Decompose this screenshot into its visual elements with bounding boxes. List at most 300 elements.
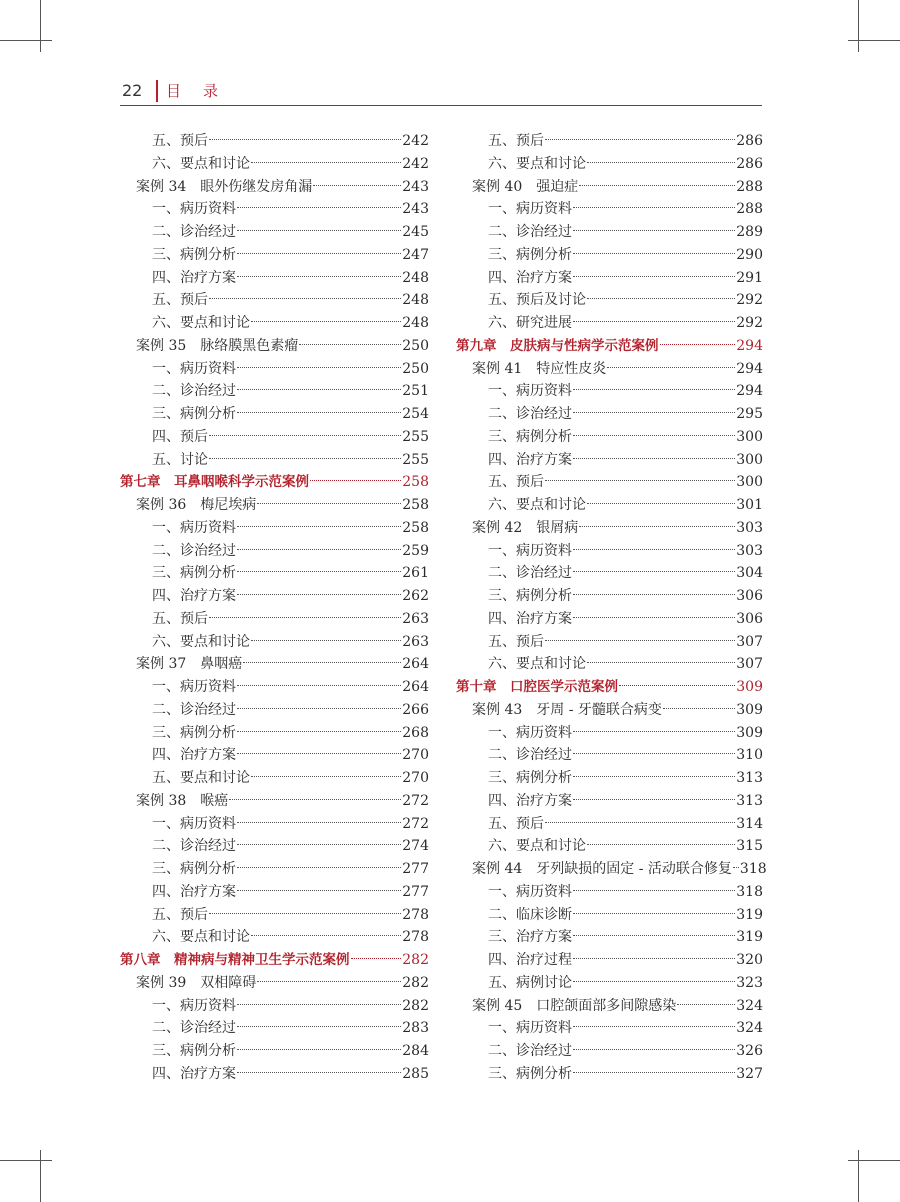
- toc-entry-title: 三、病例分析: [488, 246, 572, 263]
- dot-leader: [733, 867, 739, 868]
- toc-entry-title: 二、诊治经过: [488, 224, 572, 240]
- toc-entry-page: 290: [736, 246, 763, 263]
- toc-entry-title: 案例 43 牙周 - 牙髓联合病变: [472, 701, 662, 718]
- dot-leader: [573, 1026, 735, 1027]
- dot-leader: [237, 708, 401, 709]
- dot-leader: [587, 298, 735, 299]
- toc-entry-title: 五、预后: [152, 133, 208, 149]
- toc-entry-title: 三、病例分析: [488, 588, 572, 604]
- dot-leader: [237, 1049, 401, 1050]
- toc-entry-section[interactable]: [456, 926, 763, 949]
- dot-leader: [545, 822, 735, 823]
- toc-entry-title: 六、要点和讨论: [152, 633, 250, 650]
- toc-entry-page: 282: [402, 974, 429, 991]
- toc-entry-title: 第十章 口腔医学示范案例: [456, 679, 618, 695]
- toc-entry-page: 243: [402, 201, 429, 218]
- toc-entry-page: 264: [402, 656, 429, 673]
- dot-leader: [299, 344, 401, 345]
- toc-entry-title: 案例 38 喉癌: [136, 792, 229, 809]
- toc-entry-title: 二、诊治经过: [152, 701, 236, 718]
- toc-entry-title: 二、诊治经过: [152, 383, 236, 400]
- toc-entry-page: 309: [736, 679, 763, 695]
- toc-entry-title: 五、要点和讨论: [152, 770, 250, 786]
- toc-entry-section[interactable]: [456, 881, 763, 904]
- toc-entry-section[interactable]: [120, 380, 429, 403]
- toc-entry-section[interactable]: [120, 744, 429, 767]
- toc-entry-section[interactable]: [120, 267, 429, 290]
- dot-leader: [251, 640, 401, 641]
- toc-entry-section[interactable]: [120, 312, 429, 335]
- crop-mark-br-h: [848, 1160, 900, 1161]
- toc-entry-title: 二、诊治经过: [152, 224, 236, 240]
- toc-entry-title: 六、要点和讨论: [152, 929, 250, 946]
- toc-entry-page: 248: [402, 269, 429, 286]
- toc-entry-section[interactable]: [456, 267, 763, 290]
- toc-entry-section[interactable]: [456, 767, 763, 790]
- toc-entry-case[interactable]: [120, 176, 429, 199]
- toc-entry-page: 282: [402, 997, 429, 1014]
- toc-entry-page: 307: [736, 656, 763, 673]
- toc-entry-title: 一、病历资料: [488, 1020, 572, 1037]
- toc-entry-title: 六、要点和讨论: [488, 155, 586, 172]
- toc-entry-title: 案例 41 特应性皮炎: [472, 360, 607, 377]
- toc-entry-section[interactable]: [120, 881, 429, 904]
- toc-entry-title: 六、要点和讨论: [152, 155, 250, 172]
- toc-entry-title: 三、病例分析: [152, 565, 236, 582]
- toc-entry-page: 288: [736, 201, 763, 218]
- toc-entry-section[interactable]: [456, 562, 763, 585]
- toc-entry-page: 272: [402, 815, 429, 832]
- dot-leader: [209, 435, 401, 436]
- toc-entry-page: 289: [736, 224, 763, 240]
- toc-entry-title: 六、要点和讨论: [488, 497, 586, 513]
- toc-entry-section[interactable]: [120, 403, 429, 426]
- dot-leader: [663, 708, 735, 709]
- toc-entry-title: 三、病例分析: [152, 246, 236, 263]
- toc-entry-title: 二、诊治经过: [488, 406, 572, 422]
- dot-leader: [573, 458, 735, 459]
- dot-leader: [587, 662, 735, 663]
- toc-entry-title: 案例 44 牙列缺损的固定 - 活动联合修复: [472, 861, 732, 877]
- toc-entry-page: 315: [736, 838, 763, 855]
- toc-entry-page: 243: [402, 178, 429, 195]
- toc-entry-section[interactable]: [456, 653, 763, 676]
- toc-entry-page: 320: [736, 952, 763, 968]
- dot-leader: [229, 799, 401, 800]
- toc-entry-title: 三、病例分析: [488, 428, 572, 445]
- toc-entry-page: 247: [402, 246, 429, 263]
- toc-entry-page: 250: [402, 337, 429, 354]
- dot-leader: [251, 162, 401, 163]
- toc-entry-section[interactable]: [120, 1063, 429, 1086]
- toc-entry-section[interactable]: [120, 1040, 429, 1063]
- dot-leader: [237, 594, 401, 595]
- toc-entry-page: 261: [402, 565, 429, 582]
- toc-entry-section[interactable]: [120, 130, 429, 153]
- dot-leader: [237, 412, 401, 413]
- dot-leader: [237, 1004, 401, 1005]
- toc-entry-title: 一、病历资料: [488, 883, 572, 900]
- toc-entry-case[interactable]: [456, 995, 763, 1018]
- dot-leader: [237, 867, 401, 868]
- toc-entry-title: 五、预后: [488, 474, 544, 491]
- toc-entry-page: 307: [736, 633, 763, 650]
- toc-entry-case[interactable]: [456, 699, 763, 722]
- toc-entry-section[interactable]: [456, 449, 763, 472]
- toc-entry-case[interactable]: [456, 176, 763, 199]
- toc-entry-section[interactable]: [120, 562, 429, 585]
- toc-entry-page: 278: [402, 929, 429, 946]
- dot-leader: [573, 253, 735, 254]
- dot-leader: [545, 139, 735, 140]
- toc-entry-page: 294: [736, 337, 763, 354]
- dot-leader: [209, 458, 401, 459]
- toc-entry-page: 314: [736, 815, 763, 832]
- toc-entry-chapter[interactable]: [456, 335, 763, 358]
- toc-entry-page: 251: [402, 383, 429, 400]
- toc-entry-title: 六、要点和讨论: [152, 315, 250, 331]
- dot-leader: [573, 321, 735, 322]
- toc-entry-case[interactable]: [120, 653, 429, 676]
- toc-entry-section[interactable]: [456, 949, 763, 972]
- toc-entry-title: 四、治疗方案: [152, 1065, 236, 1082]
- dot-leader: [237, 549, 401, 550]
- dot-leader: [573, 549, 735, 550]
- toc-entry-title: 第九章 皮肤病与性病学示范案例: [456, 337, 659, 354]
- dot-leader: [237, 822, 401, 823]
- toc-entry-section[interactable]: [120, 904, 429, 927]
- dot-leader: [237, 844, 401, 845]
- toc-entry-section[interactable]: [120, 767, 429, 790]
- toc-entry-page: 294: [736, 383, 763, 400]
- toc-entry-section[interactable]: [120, 289, 429, 312]
- toc-entry-section[interactable]: [456, 130, 763, 153]
- toc-entry-title: 五、预后: [152, 292, 208, 309]
- toc-entry-title: 五、讨论: [152, 451, 208, 468]
- toc-entry-title: 五、预后: [488, 133, 544, 149]
- toc-column-right: [456, 130, 767, 1086]
- toc-entry-section[interactable]: [456, 403, 763, 426]
- toc-entry-chapter[interactable]: [120, 471, 429, 494]
- toc-entry-page: 282: [402, 952, 429, 968]
- toc-entry-title: 四、治疗方案: [488, 792, 572, 809]
- dot-leader: [237, 731, 401, 732]
- toc-entry-title: 一、病历资料: [152, 201, 236, 218]
- toc-entry-title: 案例 36 梅尼埃病: [136, 497, 257, 513]
- dot-leader: [209, 617, 401, 618]
- dot-leader: [257, 981, 401, 982]
- toc-entry-title: 一、病历资料: [488, 542, 572, 559]
- toc-entry-page: 324: [736, 1020, 763, 1037]
- toc-entry-section[interactable]: [120, 631, 429, 654]
- crop-mark-tl-h: [0, 40, 52, 41]
- dot-leader: [573, 799, 735, 800]
- dot-leader: [607, 367, 735, 368]
- toc-entry-section[interactable]: [120, 858, 429, 881]
- toc-entry-case[interactable]: [120, 335, 429, 358]
- toc-entry-section[interactable]: [120, 835, 429, 858]
- toc-entry-page: 283: [402, 1020, 429, 1037]
- dot-leader: [251, 776, 401, 777]
- dot-leader: [573, 207, 735, 208]
- toc-entry-section[interactable]: [456, 426, 763, 449]
- toc-entry-page: 258: [402, 474, 429, 491]
- dot-leader: [579, 526, 735, 527]
- dot-leader: [573, 571, 735, 572]
- toc-entry-case[interactable]: [120, 790, 429, 813]
- toc-entry-page: 301: [736, 497, 763, 513]
- toc-entry-title: 二、临床诊断: [488, 906, 572, 923]
- dot-leader: [573, 913, 735, 914]
- toc-entry-section[interactable]: [456, 221, 763, 244]
- toc-entry-section[interactable]: [120, 1017, 429, 1040]
- running-header: [120, 80, 762, 106]
- toc-entry-section[interactable]: [120, 540, 429, 563]
- toc-entry-page: 292: [736, 292, 763, 309]
- toc-entry-page: 255: [402, 428, 429, 445]
- toc-entry-title: 案例 34 眼外伤继发房角漏: [136, 178, 313, 195]
- dot-leader: [237, 367, 401, 368]
- toc-entry-page: 268: [402, 724, 429, 741]
- toc-entry-title: 四、治疗方案: [488, 610, 572, 627]
- toc-entry-title: 六、研究进展: [488, 315, 572, 331]
- toc-entry-section[interactable]: [456, 608, 763, 631]
- dot-leader: [237, 685, 401, 686]
- toc-entry-title: 案例 40 强迫症: [472, 178, 579, 195]
- dot-leader: [573, 753, 735, 754]
- dot-leader: [573, 617, 735, 618]
- toc-entry-page: 272: [402, 792, 429, 809]
- toc-entry-section[interactable]: [120, 699, 429, 722]
- toc-entry-section[interactable]: [120, 722, 429, 745]
- toc-entry-section[interactable]: [120, 608, 429, 631]
- toc-entry-case[interactable]: [456, 358, 763, 381]
- toc-entry-page: 294: [736, 360, 763, 377]
- toc-entry-section[interactable]: [456, 722, 763, 745]
- dot-leader: [209, 139, 401, 140]
- toc-entry-title: 二、诊治经过: [488, 747, 572, 764]
- dot-leader: [237, 253, 401, 254]
- toc-entry-page: 263: [402, 633, 429, 650]
- toc-entry-title: 一、病历资料: [488, 724, 572, 741]
- toc-entry-title: 五、预后: [152, 610, 208, 627]
- toc-entry-page: 291: [736, 269, 763, 286]
- toc-entry-page: 303: [736, 519, 763, 536]
- toc-entry-section[interactable]: [456, 540, 763, 563]
- toc-entry-title: 一、病历资料: [152, 519, 236, 536]
- toc-entry-section[interactable]: [456, 585, 763, 608]
- toc-entry-section[interactable]: [456, 744, 763, 767]
- toc-entry-title: 四、治疗方案: [152, 269, 236, 286]
- dot-leader: [573, 230, 735, 231]
- toc-entry-page: 306: [736, 588, 763, 604]
- dot-leader: [573, 731, 735, 732]
- toc-entry-section[interactable]: [456, 494, 763, 517]
- toc-entry-section[interactable]: [120, 995, 429, 1018]
- toc-entry-page: 284: [402, 1043, 429, 1059]
- header-title: 目录: [166, 82, 241, 100]
- toc-entry-section[interactable]: [456, 904, 763, 927]
- toc-entry-page: 306: [736, 610, 763, 627]
- toc-entry-section[interactable]: [120, 198, 429, 221]
- toc-entry-page: 262: [402, 588, 429, 604]
- dot-leader: [237, 207, 401, 208]
- dot-leader: [660, 344, 736, 345]
- toc-entry-section[interactable]: [456, 813, 763, 836]
- toc-entry-section[interactable]: [456, 790, 763, 813]
- dot-leader: [573, 435, 735, 436]
- toc-entry-title: 案例 35 脉络膜黑色素瘤: [136, 337, 299, 354]
- toc-entry-section[interactable]: [456, 631, 763, 654]
- toc-entry-title: 四、预后: [152, 428, 208, 445]
- toc-entry-section[interactable]: [456, 471, 763, 494]
- toc-entry-page: 263: [402, 610, 429, 627]
- toc-entry-case[interactable]: [456, 517, 763, 540]
- toc-entry-chapter[interactable]: [456, 676, 763, 699]
- toc-entry-title: 六、要点和讨论: [488, 656, 586, 673]
- toc-entry-page: 300: [736, 428, 763, 445]
- dot-leader: [237, 1072, 401, 1073]
- toc-entry-title: 第七章 耳鼻咽喉科学示范案例: [120, 474, 309, 491]
- toc-entry-title: 四、治疗方案: [152, 588, 236, 604]
- crop-mark-tr-v: [858, 0, 859, 52]
- crop-mark-bl-h: [0, 1160, 52, 1161]
- dot-leader: [573, 389, 735, 390]
- toc-entry-page: 245: [402, 224, 429, 240]
- toc-entry-section[interactable]: [456, 312, 763, 335]
- toc-entry-section[interactable]: [456, 244, 763, 267]
- toc-entry-page: 242: [402, 133, 429, 149]
- dot-leader: [573, 776, 735, 777]
- dot-leader: [209, 298, 401, 299]
- toc-entry-title: 二、诊治经过: [152, 542, 236, 559]
- toc-entry-page: 250: [402, 360, 429, 377]
- toc-entry-title: 三、病例分析: [488, 1065, 572, 1082]
- toc-entry-title: 五、预后: [488, 815, 544, 832]
- dot-leader: [545, 640, 735, 641]
- toc-entry-section[interactable]: [120, 221, 429, 244]
- crop-mark-tl-v: [40, 0, 41, 52]
- toc-entry-section[interactable]: [120, 153, 429, 176]
- dot-leader: [237, 1026, 401, 1027]
- toc-entry-page: 309: [736, 724, 763, 741]
- toc-entry-page: 304: [736, 565, 763, 582]
- crop-mark-br-v: [858, 1150, 859, 1202]
- toc-entry-page: 258: [402, 519, 429, 536]
- toc-entry-section[interactable]: [456, 835, 763, 858]
- toc-entry-section[interactable]: [120, 813, 429, 836]
- toc-entry-page: 264: [402, 679, 429, 695]
- toc-entry-title: 一、病历资料: [152, 997, 236, 1014]
- toc-entry-page: 285: [402, 1065, 429, 1082]
- toc-entry-section[interactable]: [456, 1040, 763, 1063]
- toc-entry-title: 五、预后: [488, 633, 544, 650]
- dot-leader: [209, 913, 401, 914]
- toc-entry-page: 313: [736, 792, 763, 809]
- toc-entry-title: 三、病例分析: [152, 861, 236, 877]
- dot-leader: [573, 276, 735, 277]
- toc-entry-section[interactable]: [456, 289, 763, 312]
- toc-entry-page: 286: [736, 155, 763, 172]
- header-divider: [156, 80, 158, 102]
- toc-entry-page: 274: [402, 838, 429, 855]
- toc-entry-section[interactable]: [120, 676, 429, 699]
- toc-entry-page: 326: [736, 1043, 763, 1059]
- toc-entry-page: 318: [739, 861, 767, 877]
- dot-leader: [573, 958, 735, 959]
- toc-entry-section[interactable]: [456, 972, 763, 995]
- crop-mark-bl-v: [40, 1150, 41, 1202]
- dot-leader: [573, 594, 735, 595]
- toc-entry-page: 318: [736, 883, 763, 900]
- dot-leader: [573, 981, 735, 982]
- dot-leader: [579, 185, 735, 186]
- toc-entry-title: 四、治疗方案: [488, 269, 572, 286]
- toc-entry-section[interactable]: [120, 926, 429, 949]
- toc-entry-case[interactable]: [120, 494, 429, 517]
- toc-entry-title: 案例 45 口腔颌面部多间隙感染: [472, 997, 677, 1014]
- toc-entry-page: 278: [402, 906, 429, 923]
- toc-entry-section[interactable]: [456, 198, 763, 221]
- toc-entry-page: 248: [402, 315, 429, 331]
- toc-entry-section[interactable]: [120, 244, 429, 267]
- toc-entry-page: 270: [402, 770, 429, 786]
- dot-leader: [677, 1004, 735, 1005]
- toc-entry-title: 三、病例分析: [152, 406, 236, 422]
- toc-entry-section[interactable]: [456, 153, 763, 176]
- toc-entry-page: 309: [736, 701, 763, 718]
- toc-entry-chapter[interactable]: [120, 949, 429, 972]
- toc-entry-page: 300: [736, 474, 763, 491]
- toc-entry-title: 四、治疗方案: [488, 451, 572, 468]
- toc-entry-title: 三、病例分析: [488, 770, 572, 786]
- toc-entry-section[interactable]: [120, 449, 429, 472]
- toc-entry-title: 三、治疗方案: [488, 929, 572, 946]
- toc-entry-page: 270: [402, 747, 429, 764]
- toc-entry-section[interactable]: [456, 1017, 763, 1040]
- toc-entry-title: 一、病历资料: [152, 679, 236, 695]
- toc-entry-page: 310: [736, 747, 763, 764]
- toc-entry-page: 319: [736, 929, 763, 946]
- toc-entry-title: 五、预后: [152, 906, 208, 923]
- toc-entry-page: 324: [736, 997, 763, 1014]
- toc-entry-section[interactable]: [456, 380, 763, 403]
- toc-entry-title: 二、诊治经过: [152, 1020, 236, 1037]
- toc-entry-case[interactable]: [456, 858, 767, 881]
- toc-entry-title: 四、治疗方案: [152, 883, 236, 900]
- toc-entry-section[interactable]: [120, 358, 429, 381]
- toc-entry-section[interactable]: [120, 585, 429, 608]
- dot-leader: [243, 662, 401, 663]
- toc-entry-page: 248: [402, 292, 429, 309]
- toc-entry-section[interactable]: [456, 1063, 763, 1086]
- toc-entry-section[interactable]: [120, 426, 429, 449]
- toc-entry-case[interactable]: [120, 972, 429, 995]
- toc-entry-title: 四、治疗过程: [488, 952, 572, 968]
- toc-entry-title: 二、诊治经过: [152, 838, 236, 855]
- toc-entry-title: 二、诊治经过: [488, 565, 572, 582]
- dot-leader: [237, 753, 401, 754]
- dot-leader: [351, 958, 402, 959]
- toc-entry-page: 277: [402, 883, 429, 900]
- dot-leader: [545, 480, 735, 481]
- toc-entry-title: 案例 37 鼻咽癌: [136, 656, 243, 673]
- toc-entry-title: 一、病历资料: [152, 360, 236, 377]
- toc-entry-title: 案例 42 银屑病: [472, 519, 579, 536]
- dot-leader: [310, 480, 401, 481]
- crop-mark-tr-h: [848, 40, 900, 41]
- toc-entry-section[interactable]: [120, 517, 429, 540]
